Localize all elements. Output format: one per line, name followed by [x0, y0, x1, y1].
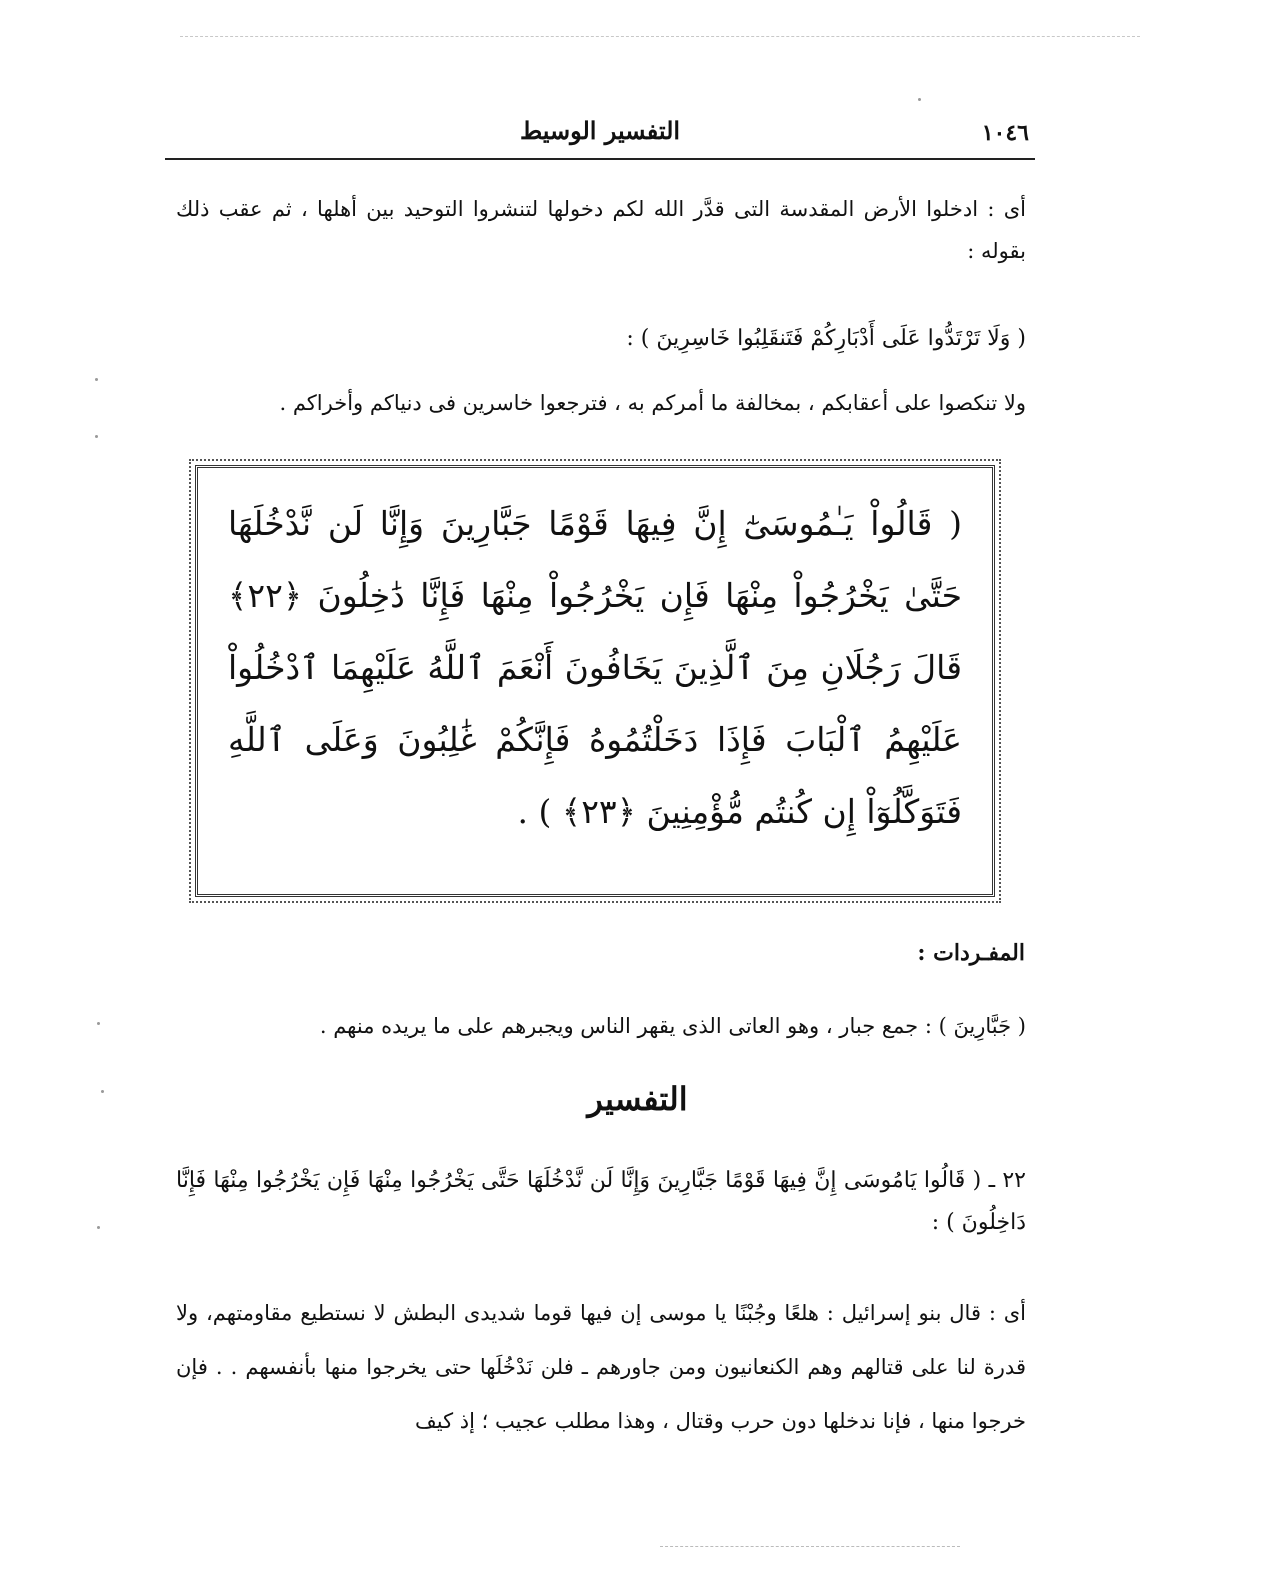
tafsir-heading: التفسير	[587, 1080, 688, 1118]
page-header	[165, 112, 1035, 160]
scan-speck	[95, 435, 98, 438]
scan-speck	[95, 378, 98, 381]
vocabulary-label: المفـردات :	[917, 940, 1025, 966]
scan-bottom-line	[660, 1546, 960, 1547]
scan-speck	[97, 1022, 100, 1025]
intro-paragraph: أى : ادخلوا الأرض المقدسة التى قدَّر الله لكم دخولها لتنشروا التوحيد بين أهلها ، ثم عقب ذلك بقوله :	[176, 197, 1026, 263]
page-number: ١٠٤٦	[981, 120, 1029, 146]
quran-verse-text: ( قَالُواْ يَـٰمُوسَىٰٓ إِنَّ فِيهَا قَوْمًا جَبَّارِينَ وَإِنَّا لَن نَّدْخُلَهَا حَتَّىٰ يَخْرُجُواْ مِنْهَا فَإِن يَخْرُجُواْ مِنْهَا فَإِنَّا دَٰخِلُونَ ﴿٢٢﴾ قَالَ رَجُلَانِ مِنَ ٱلَّذِينَ يَخَافُونَ أَنْعَمَ ٱللَّهُ عَلَيْهِمَا ٱدْخُلُواْ عَلَيْهِمُ ٱلْبَابَ فَإِذَا دَخَلْتُمُوهُ فَإِنَّكُمْ غَٰلِبُونَ وَعَلَى ٱللَّهِ فَتَوَكَّلُوٓاْ إِن كُنتُم مُّؤْمِنِينَ ﴿٢٣﴾ ) .	[228, 504, 962, 831]
tafsir-paragraph: أى : قال بنو إسرائيل : هلعًا وجُبْنًا يا موسى إن فيها قوما شديدى البطش لا نستطيع مقاومتهم، ولا قدرة لنا على قتالهم وهم الكنعانيون ومن جاورهم ـ فلن نَدْخُلَها حتى يخرجوا منها بأنفسهم . . فإن خرجوا منها ، فإنا ندخلها دون حرب وقتال ، وهذا مطلب عجيب ؛ إذ كيف	[176, 1301, 1026, 1433]
tafsir-verse-reference: ٢٢ ـ ( قَالُوا يَامُوسَى إِنَّ فِيهَا قَوْمًا جَبَّارِينَ وَإِنَّا لَن نَّدْخُلَهَا حَتَّى يَخْرُجُوا مِنْهَا فَإِن يَخْرُجُوا مِنْهَا فَإِنَّا دَاخِلُونَ ) :	[176, 1168, 1026, 1235]
vocabulary-entry: ( جَبَّارِينَ ) : جمع جبار ، وهو العاتى الذى يقهر الناس ويجبرهم على ما يريده منهم .	[319, 1014, 1026, 1038]
scan-speck	[918, 98, 921, 101]
verse-quote: ( وَلَا تَرْتَدُّوا عَلَى أَدْبَارِكُمْ فَتَنقَلِبُوا خَاسِرِينَ ) :	[626, 326, 1026, 351]
running-title: التفسير الوسيط	[519, 116, 681, 145]
explanation-paragraph: ولا تنكصوا على أعقابكم ، بمخالفة ما أمركم به ، فترجعوا خاسرين فى دنياكم وأخراكم .	[279, 391, 1026, 415]
quran-verse-box	[195, 465, 995, 897]
scan-top-line	[180, 36, 1140, 37]
scan-speck	[97, 1226, 100, 1229]
